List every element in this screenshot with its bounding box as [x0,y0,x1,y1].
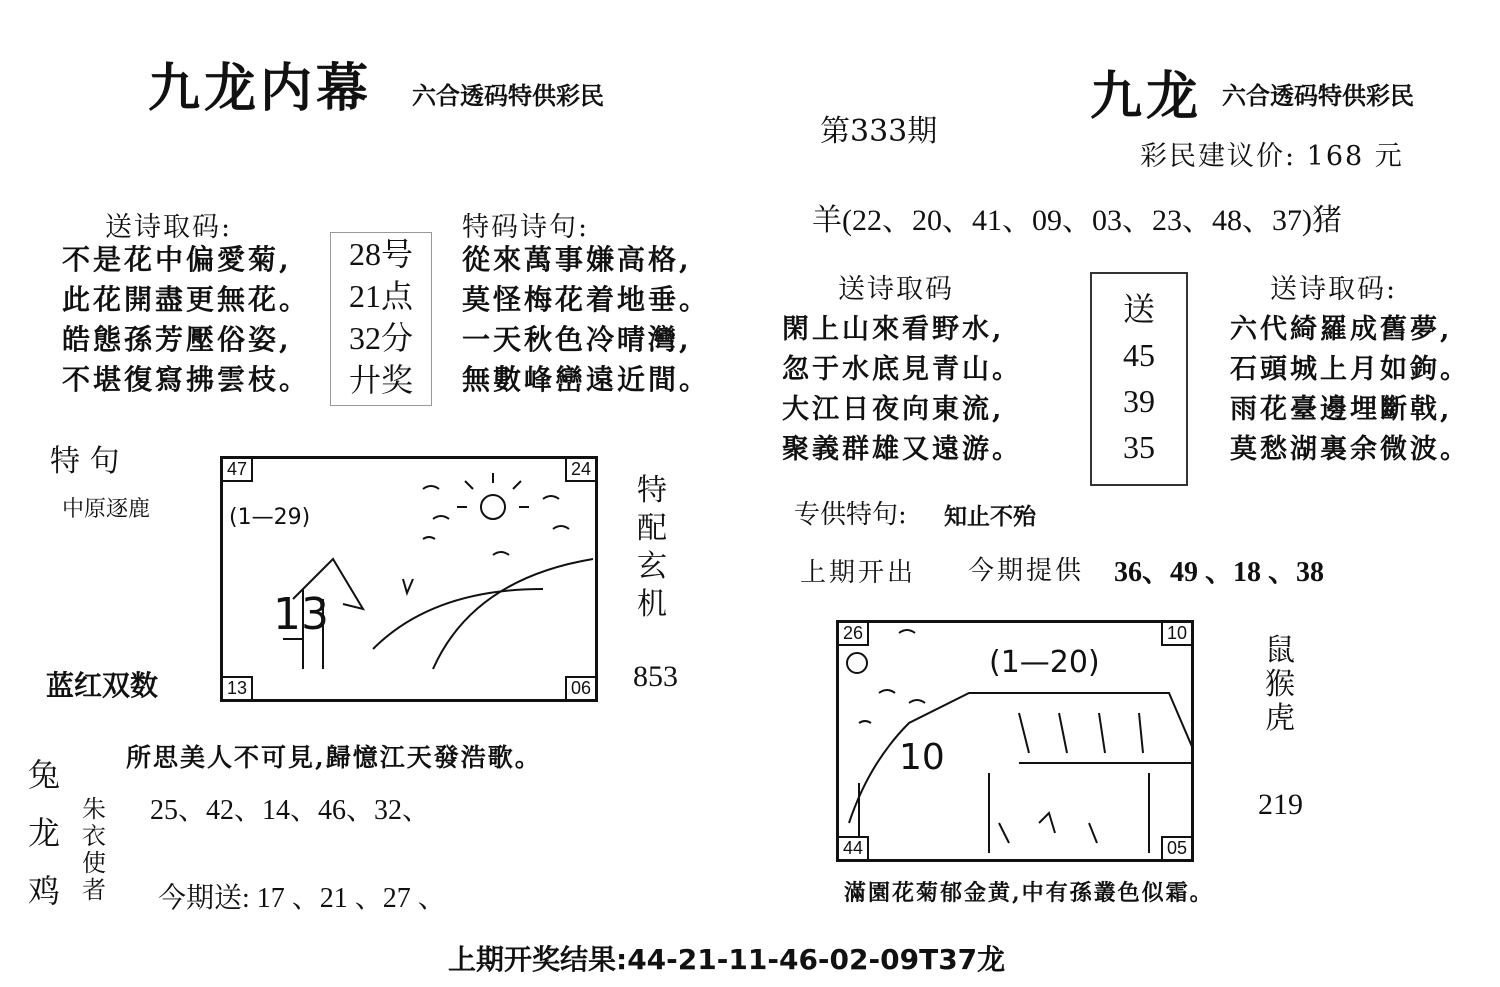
zhuyi-numbers: 25、42、14、46、32、 [150,795,431,826]
jinqi-label: 今期提供 [968,556,1085,586]
vert-char: 使 [82,849,106,877]
picture-number: 10 [899,737,945,778]
vert-char: 鸡 [27,872,60,910]
box-line: 21点 [348,278,413,314]
poem-line: 皓態孫芳壓俗姿, [62,323,292,356]
left-side-number: 853 [633,660,678,693]
corner-bl: 13 [221,676,253,701]
yang-line: 羊(22、20、41、09、03、23、48、37)猪 [812,204,1342,237]
corner-tl: 26 [837,621,869,646]
box-line: 送 [1122,291,1155,327]
right-subtitle: 六合透码特供彩民 [1222,81,1414,110]
left-jinqi-numbers: 今期送: 17 、21 、27 、 [158,883,446,914]
left-poem [62,240,310,400]
vert-char: 特 [637,473,667,508]
left-picture-frame [220,456,598,702]
left-tema-heading: 特码诗句: [462,212,590,243]
box-line: 39 [1123,383,1155,419]
corner-tr: 24 [565,457,597,482]
left-poem-heading: 送诗取码: [105,212,233,243]
right-jinqi-numbers: 36、49 、18 、38 [1114,557,1325,588]
vert-char: 虎 [1265,701,1295,736]
box-line: 45 [1123,337,1155,373]
right-teju-text: 知止不殆 [944,503,1036,530]
zodiac-vertical [24,746,64,920]
picture-number: 13 [273,589,329,640]
vert-char: 者 [82,876,106,904]
poem-line: 大江日夜向東流, [782,394,1005,425]
box-line: 廾奖 [348,362,413,398]
right-teju-label: 专供特句: [794,500,907,530]
last-result: 上期开奖结果:44-21-11-46-02-09T37龙 [448,943,1006,976]
corner-br: 05 [1161,836,1193,861]
poem-line: 聚義群雄又遠游。 [782,434,1022,465]
corner-tl: 47 [221,457,253,482]
price: 彩民建议价: 168 元 [1140,141,1404,172]
poem-line: 莫愁湖裏余微波。 [1230,434,1470,465]
poem-line: 從來萬事嫌高格, [462,243,692,276]
box-line: 32分 [348,320,413,356]
poem-line: 莫怪梅花着地垂。 [462,283,711,316]
poem-line: 一天秋色冷晴灣, [462,323,692,356]
box-line: 28号 [348,236,413,272]
right-side-number: 219 [1258,788,1303,821]
right-poem-1 [782,310,1022,470]
vert-char: 龙 [27,814,60,852]
picture-scribble: (1—29) [229,505,311,530]
poem-line: 石頭城上月如鉤。 [1230,354,1470,385]
poem-line: 無數峰巒遠近間。 [462,363,711,396]
poem-line: 雨花臺邊埋斷戟, [1230,394,1453,425]
vert-char: 朱 [82,795,106,823]
right-picture-frame [836,620,1194,862]
poem-line: 不堪復寫拂雲枝。 [62,363,311,396]
left-teju-text: 中原逐鹿 [62,497,151,522]
vert-char: 衣 [82,822,106,850]
vert-char: 兔 [27,756,60,794]
right-number-box [1090,272,1188,486]
zhuyi-vertical [76,796,112,904]
sketch-drawing [223,459,595,699]
lan-hong-label: 蓝红双数 [46,669,159,702]
right-title: 九龙 [1090,66,1203,127]
corner-bl: 44 [837,836,869,861]
corner-br: 06 [565,676,597,701]
right-poem-heading-1: 送诗取码 [838,274,954,305]
left-teju-label: 特 句 [50,444,120,479]
corner-tr: 10 [1161,621,1193,646]
vert-char: 鼠 [1265,633,1295,668]
right-side-vertical [1260,634,1300,736]
right-verse: 滿園花菊郁金黄,中有孫叢色似霜。 [844,880,1214,906]
box-line: 35 [1123,429,1155,465]
left-verse: 所思美人不可見,歸憶江天發浩歌。 [126,743,542,772]
vert-char: 猴 [1265,667,1295,702]
poem-line: 六代綺羅成舊夢, [1230,314,1453,345]
vert-char: 机 [637,587,667,622]
right-poem-2 [1230,310,1470,470]
left-subtitle: 六合透码特供彩民 [412,81,604,110]
poem-line: 忽于水底見青山。 [782,354,1022,385]
poem-line: 閑上山來看野水, [782,314,1005,345]
picture-scribble: (1—20) [989,645,1100,680]
vert-char: 配 [637,511,667,546]
left-tema-poem [462,240,710,400]
left-title: 九龙内幕 [148,58,373,119]
left-side-vertical [632,472,672,624]
poem-line: 此花開盡更無花。 [62,283,311,316]
vert-char: 玄 [637,549,667,584]
poem-line: 不是花中偏愛菊, [62,243,292,276]
left-number-box [330,232,432,406]
right-poem-heading-2: 送诗取码: [1270,274,1398,305]
shangqi-label: 上期开出 [800,558,917,588]
issue-number: 第333期 [820,114,938,149]
